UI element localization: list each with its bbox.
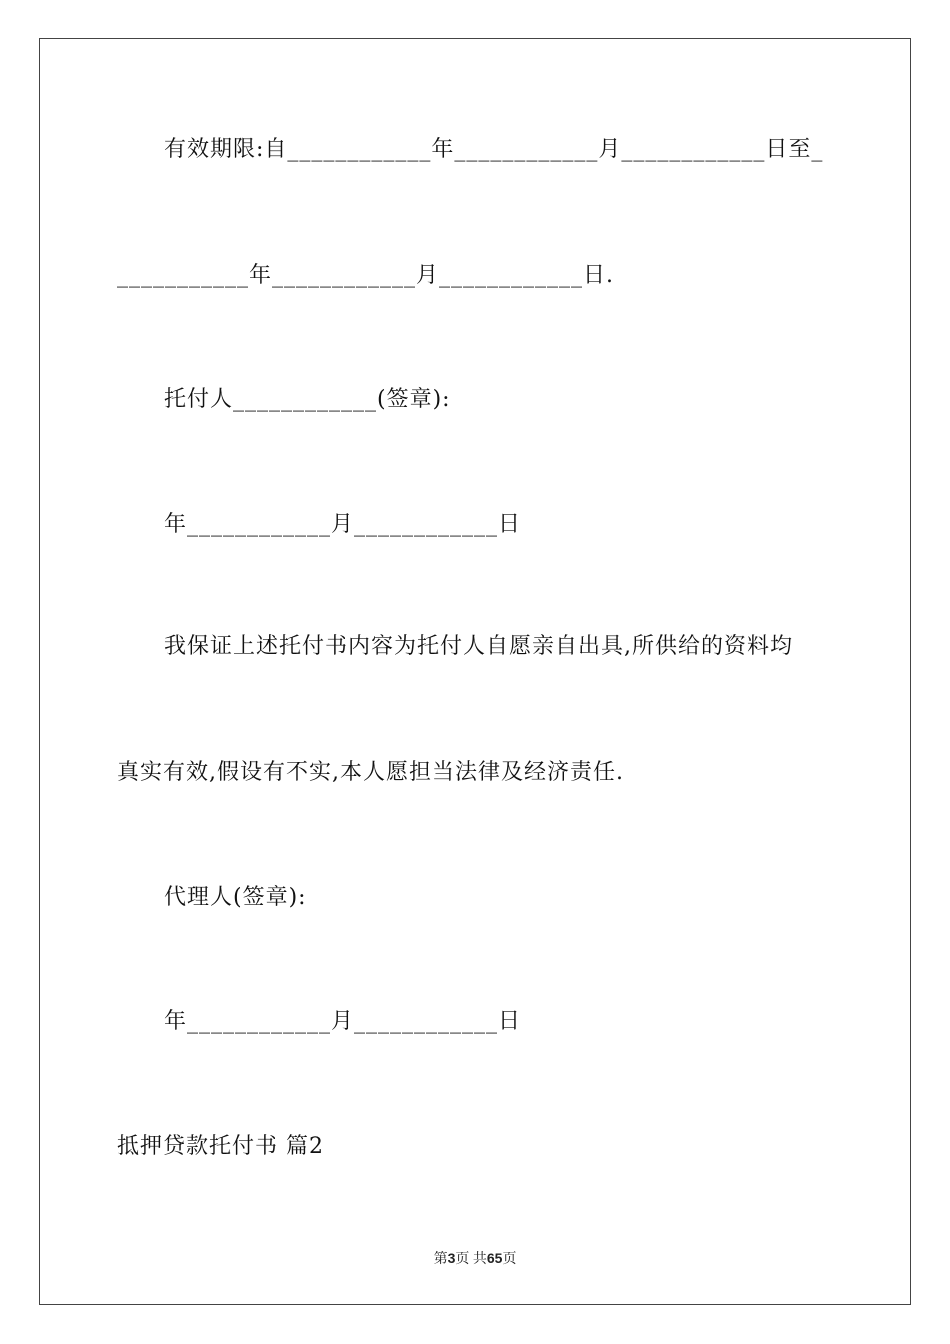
guarantee-statement-line-2: 真实有效,假设有不实,本人愿担当法律及经济责任. <box>117 760 624 785</box>
section-heading: 抵押贷款托付书 篇2 <box>117 1134 324 1159</box>
footer-total-pages: 65 <box>486 1250 503 1266</box>
footer-mid: 页 共 <box>455 1252 487 1267</box>
footer-suffix: 页 <box>502 1252 517 1267</box>
agent-date-line: 年____________月____________日 <box>164 1009 522 1034</box>
footer-page-number: 3 <box>447 1250 456 1266</box>
page-frame <box>39 38 911 1305</box>
page-footer <box>0 1248 950 1268</box>
validity-period-line: 有效期限:自____________年____________月____________日至_ <box>164 137 824 162</box>
principal-date-line: 年____________月____________日 <box>164 512 522 537</box>
guarantee-statement-line-1: 我保证上述托付书内容为托付人自愿亲自出具,所供给的资料均 <box>164 634 793 659</box>
agent-signature-line: 代理人(签章): <box>164 885 307 910</box>
principal-signature-line: 托付人____________(签章): <box>164 387 451 412</box>
footer-prefix: 第 <box>433 1252 448 1267</box>
validity-period-end-line: ___________年____________月____________日. <box>117 263 614 288</box>
